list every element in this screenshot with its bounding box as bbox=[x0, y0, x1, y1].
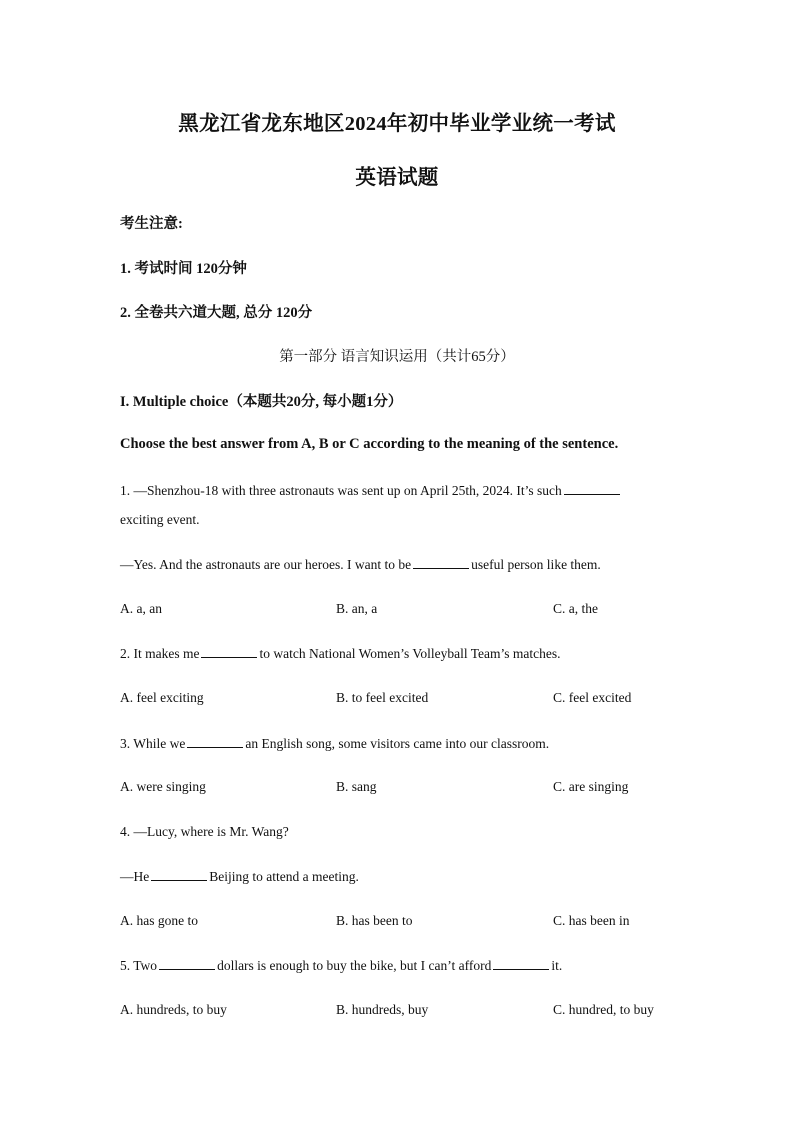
question-3-option-b[interactable]: B. sang bbox=[336, 779, 377, 794]
question-2-option-a[interactable]: A. feel exciting bbox=[120, 690, 204, 705]
question-text: 4. —Lucy, where is Mr. Wang? bbox=[120, 824, 289, 839]
question-4-line-1 bbox=[120, 824, 289, 840]
question-text: 5. Two bbox=[120, 958, 158, 973]
question-1-option-b[interactable]: B. an, a bbox=[336, 601, 378, 616]
part-title: 第一部分 语言知识运用（共计65分） bbox=[279, 349, 515, 365]
question-5-option-a[interactable]: A. hundreds, to buy bbox=[120, 1002, 227, 1017]
question-5-option-c[interactable]: C. hundred, to buy bbox=[553, 1002, 654, 1017]
answer-blank bbox=[159, 957, 215, 970]
question-text: exciting event. bbox=[120, 512, 200, 527]
question-1-option-c[interactable]: C. a, the bbox=[553, 601, 598, 616]
answer-blank bbox=[201, 645, 257, 658]
question-1-line-2 bbox=[120, 512, 199, 528]
question-text: an English song, some visitors came into our classroom. bbox=[245, 736, 550, 751]
question-4-option-a[interactable]: A. has gone to bbox=[120, 913, 198, 928]
question-1-line-3 bbox=[120, 556, 601, 573]
question-text: it. bbox=[551, 958, 563, 973]
question-2-option-b[interactable]: B. to feel excited bbox=[336, 690, 429, 705]
question-2-option-c[interactable]: C. feel excited bbox=[553, 690, 632, 705]
notice-item-time: 1. 考试时间 120分钟 bbox=[120, 261, 247, 277]
question-text: to watch National Women’s Volleyball Team’s matches. bbox=[259, 646, 561, 661]
exam-title: 黑龙江省龙东地区2024年初中毕业学业统一考试 bbox=[178, 113, 616, 135]
notice-heading: 考生注意: bbox=[120, 216, 183, 232]
question-4-option-c[interactable]: C. has been in bbox=[553, 913, 630, 928]
question-text: 1. —Shenzhou-18 with three astronauts was sent up on April 25th, 2024. It’s such bbox=[120, 483, 562, 498]
question-2-line-1 bbox=[120, 645, 561, 662]
question-text: dollars is enough to buy the bike, but I can’t afford bbox=[217, 958, 492, 973]
answer-blank bbox=[413, 556, 469, 569]
answer-blank bbox=[187, 735, 243, 748]
section-instruction: Choose the best answer from A, B or C according to the meaning of the sentence. bbox=[120, 436, 619, 452]
question-text: useful person like them. bbox=[471, 557, 601, 572]
question-3-option-c[interactable]: C. are singing bbox=[553, 779, 629, 794]
question-text: 3. While we bbox=[120, 736, 186, 751]
question-5-option-b[interactable]: B. hundreds, buy bbox=[336, 1002, 429, 1017]
question-text: 2. It makes me bbox=[120, 646, 200, 661]
question-1-option-a[interactable]: A. a, an bbox=[120, 601, 162, 616]
question-5-line-1 bbox=[120, 957, 562, 974]
question-1-line-1 bbox=[120, 482, 622, 499]
question-text: —Yes. And the astronauts are our heroes. I want to be bbox=[120, 557, 412, 572]
answer-blank bbox=[151, 868, 207, 881]
answer-blank bbox=[564, 482, 620, 495]
question-3-line-1 bbox=[120, 735, 549, 752]
exam-subtitle: 英语试题 bbox=[355, 167, 439, 189]
notice-item-score: 2. 全卷共六道大题, 总分 120分 bbox=[120, 305, 313, 321]
section-title: I. Multiple choice（本题共20分, 每小题1分） bbox=[120, 394, 403, 410]
question-4-line-2 bbox=[120, 868, 359, 885]
question-text: Beijing to attend a meeting. bbox=[209, 869, 359, 884]
question-3-option-a[interactable]: A. were singing bbox=[120, 779, 206, 794]
answer-blank bbox=[493, 957, 549, 970]
question-4-option-b[interactable]: B. has been to bbox=[336, 913, 413, 928]
question-text: —He bbox=[120, 869, 150, 884]
